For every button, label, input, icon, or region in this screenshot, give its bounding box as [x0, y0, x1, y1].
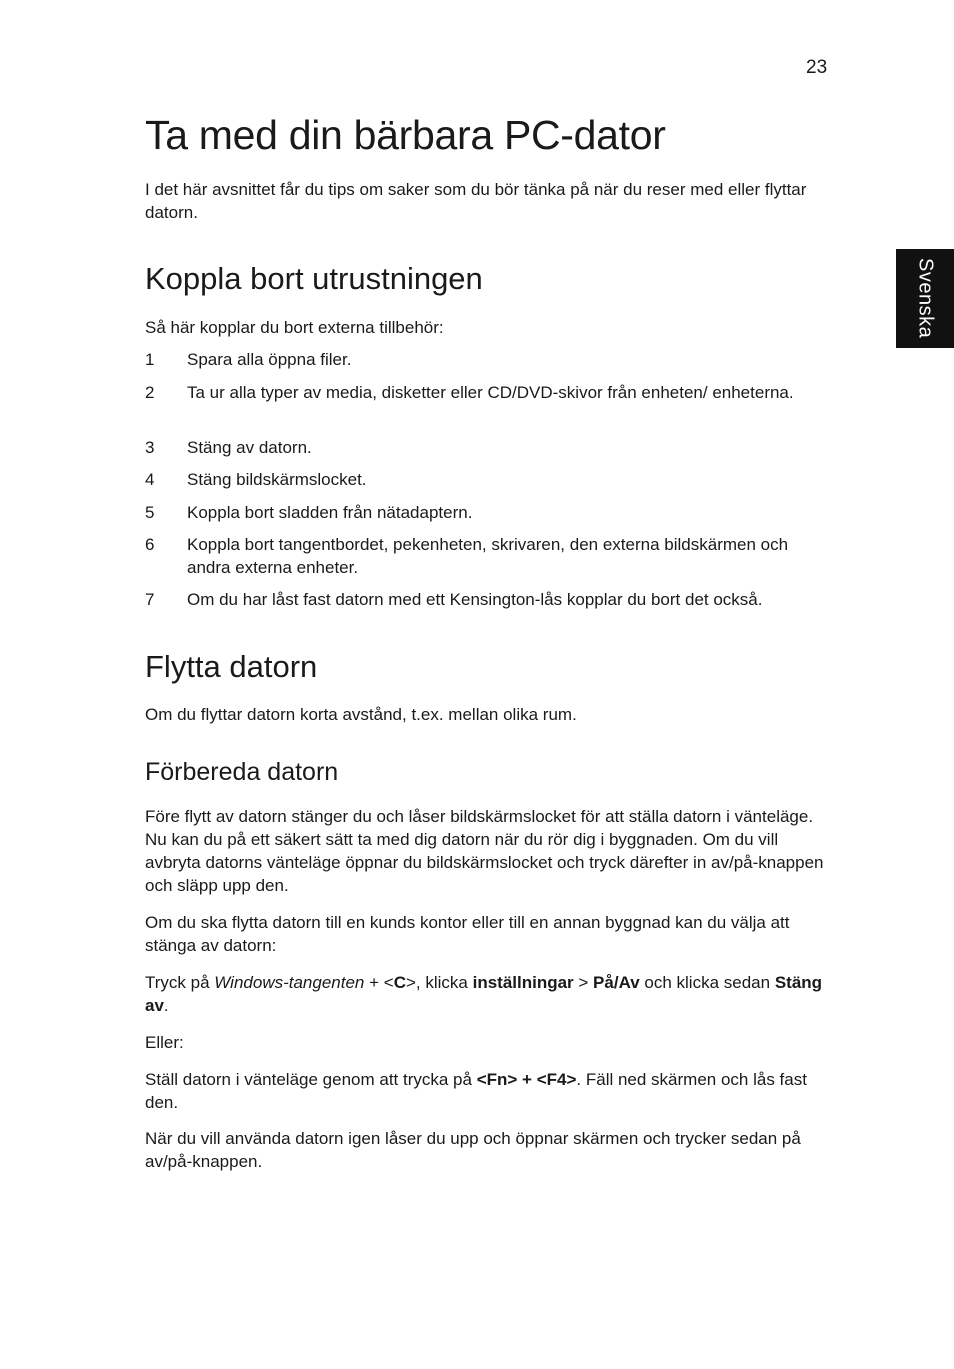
paragraph-resume: När du vill använda datorn igen låser du upp och öppnar skärmen och trycker sedan på av/på-knappen.: [145, 1129, 801, 1171]
text-run: Ställ datorn i vänteläge genom att trycka på: [145, 1070, 477, 1089]
list-item-number: 4: [145, 470, 155, 489]
intro-paragraph: I det här avsnittet får du tips om saker som du bör tänka på när du reser med eller flyttar datorn.: [145, 180, 807, 222]
language-tab-label: Svenska: [914, 258, 937, 339]
paragraph-sleep-keys: [145, 1068, 835, 1114]
language-tab: [896, 249, 954, 348]
list-item-text: Om du har låst fast datorn med ett Kensington-lås kopplar du bort det också.: [187, 590, 763, 609]
text-run: Tryck på: [145, 973, 215, 992]
section-heading-disconnect: Koppla bort utrustningen: [145, 261, 483, 296]
text-run: + <: [364, 973, 394, 992]
list-item-text: Koppla bort sladden från nätadaptern.: [187, 503, 473, 522]
list-item-text: Stäng bildskärmslocket.: [187, 470, 367, 489]
list-item-number: 3: [145, 438, 155, 457]
list-item-text: Koppla bort tangentbordet, pekenheten, skrivaren, den externa bildskärmen och andra externa enheter.: [187, 535, 789, 577]
list-item-text: Spara alla öppna filer.: [187, 350, 352, 369]
list-item-text: Stäng av datorn.: [187, 438, 312, 457]
shutdown-label: Stäng av: [145, 973, 823, 1015]
text-run: .: [163, 996, 169, 1015]
page-number: 23: [806, 57, 828, 78]
subsection-heading-prepare: Förbereda datorn: [145, 758, 339, 786]
page-title: Ta med din bärbara PC-dator: [145, 112, 666, 158]
key-combo-label: <Fn> + <F4>: [476, 1070, 577, 1089]
section-heading-move: Flytta datorn: [145, 649, 318, 684]
paragraph-shutdown-steps: [145, 971, 835, 1017]
settings-label: inställningar: [472, 973, 574, 992]
list-item-number: 5: [145, 503, 155, 522]
key-label: C: [393, 973, 406, 992]
list-item-text: Ta ur alla typer av media, disketter eller CD/DVD-skivor från enheten/ enheterna.: [187, 383, 794, 402]
paragraph-or: Eller:: [145, 1033, 184, 1052]
section-lead-move: Om du flyttar datorn korta avstånd, t.ex. mellan olika rum.: [145, 705, 577, 724]
text-run: >, klicka: [405, 973, 473, 992]
power-label: På/Av: [593, 973, 640, 992]
list-item-number: 7: [145, 590, 155, 609]
text-run: . Fäll ned skärmen och lås fast den.: [145, 1070, 807, 1112]
list-item-number: 6: [145, 535, 155, 554]
list-item-number: 2: [145, 383, 155, 402]
paragraph-shutdown-intro: Om du ska flytta datorn till en kunds kontor eller till en annan byggnad kan du välja att stänga av datorn:: [145, 913, 790, 955]
text-run: >: [573, 973, 594, 992]
text-run: och klicka sedan: [639, 973, 775, 992]
windows-key-label: Windows-tangenten: [214, 973, 365, 992]
section-lead-disconnect: Så här kopplar du bort externa tillbehör:: [145, 318, 444, 337]
list-item-number: 1: [145, 350, 155, 369]
paragraph-standby: Före flytt av datorn stänger du och låser bildskärmslocket för att ställa datorn i vänteläge. Nu kan du på ett säkert sätt ta med dig datorn när du rör dig i byggnaden. Om du vill avbryta datorns vänteläge öppnar du bildskärmslocket och tryck därefter in av/på-knappen och släpp upp den.: [145, 807, 824, 895]
